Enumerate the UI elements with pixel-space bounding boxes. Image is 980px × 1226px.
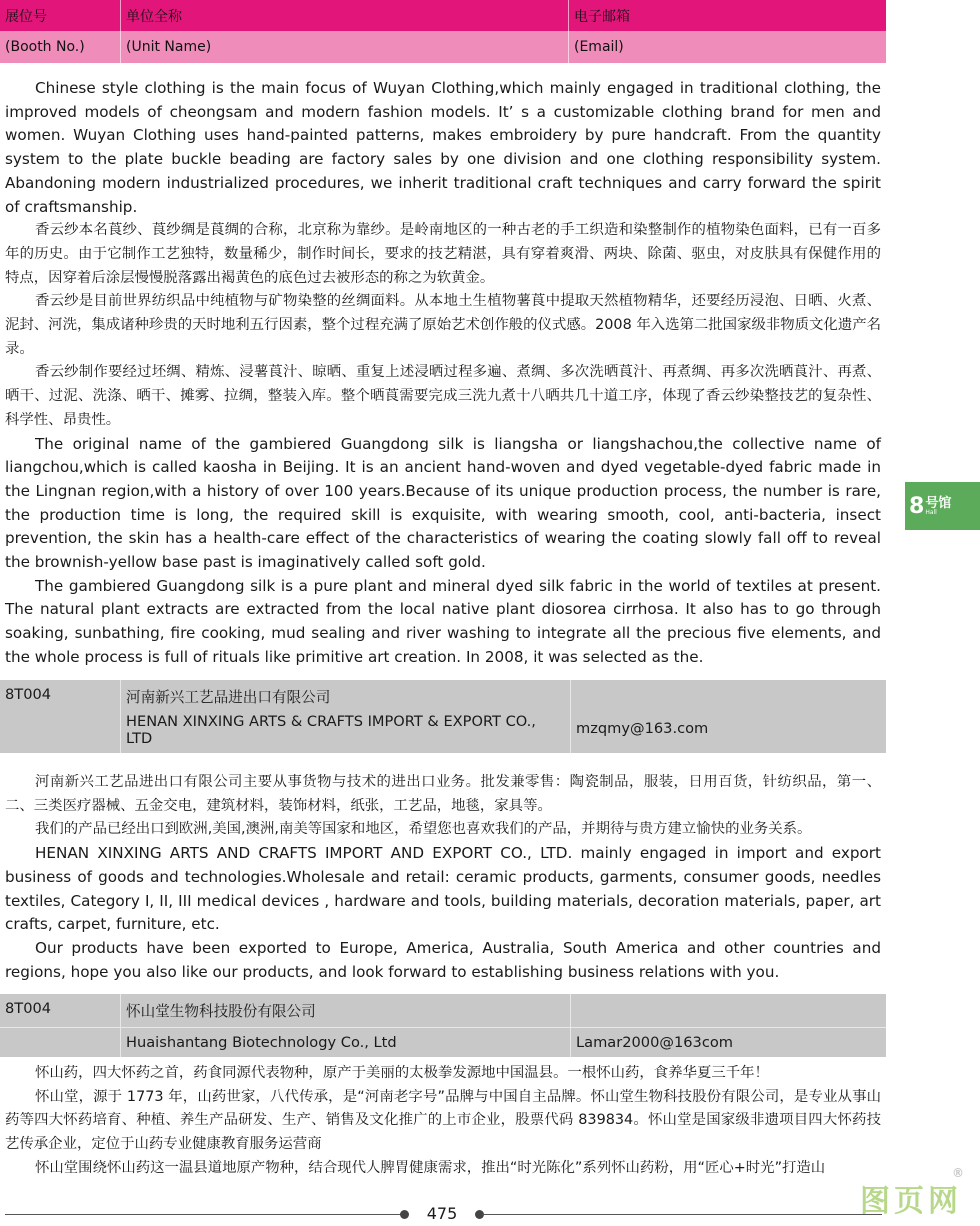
email: Lamar2000@163com bbox=[570, 1028, 886, 1057]
exhibitor-description bbox=[5, 771, 881, 984]
description-paragraph: 怀山药，四大怀药之首，药食同源代表物种，原产于美丽的太极拳发源地中国温县。一根怀山药，食养华夏三千年！ bbox=[35, 1065, 769, 1081]
description-paragraph: 怀山堂围绕怀山药这一温县道地原产物种，结合现代人脾胃健康需求，推出“时光陈化”系列怀山药粉，用“匠心+时光”打造山 bbox=[35, 1159, 826, 1176]
booth-number: 8T004 bbox=[5, 686, 52, 703]
header-booth-en: (Booth No.) bbox=[5, 39, 85, 55]
footer-dot bbox=[400, 1210, 409, 1219]
header-unit-en: (Unit Name) bbox=[120, 31, 568, 63]
page-number: 475 bbox=[426, 1204, 458, 1223]
header-email-cn: 电子邮箱 bbox=[568, 0, 886, 31]
description-paragraph: HENAN XINXING ARTS AND CRAFTS IMPORT AND EXPORT CO., LTD. mainly engaged in import and export business of goods and technologies.Wholesale and retail: ceramic products, garments, consumer goods, needles textiles, Category I, II, III medical devices , hardware and tools, building materials, decoration materials, paper, art crafts, carpet, furniture, etc. bbox=[5, 844, 881, 934]
intro-paragraph: 香云纱本名莨纱、莨纱绸是莨绸的合称，北京称为靠纱。是岭南地区的一种古老的手工织造和染整制作的植物染色面料，已有一百多年的历史。由于它制作工艺独特，数量稀少，制作时间长，要求的技艺精湛，具有穿着爽滑、两块、除菌、驱虫，对皮肤具有保健作用的特点，因穿着后涂层慢慢脱落露出褐黄色的底色过去被形态的称之为软黄金。 bbox=[5, 222, 881, 286]
intro-paragraph: The gambiered Guangdong silk is a pure plant and mineral dyed silk fabric in the world of textiles at present. The natural plant extracts are extracted from the local native plant diosorea cirrhosa. It also has to go through soaking, sunbathing, fire cooking, mud sealing and river washing to integrate all the precious five elements, and the whole process is full of rituals like primitive art creation. In 2008, it was selected as the. bbox=[5, 576, 881, 666]
intro-paragraph: The original name of the gambiered Guangdong silk is liangsha or liangshachou,the collective name of liangchou,which is called kaosha in Beijing. It is an ancient hand-woven and dyed vegetable-dyed fabric made in the Lingnan region,with a history of over 100 years.Because of its unique production process, the number is rare, the production time is long, the required skill is exquisite, with wearing smooth, cool, anti-bacteria, insect prevention, the skin has a health-care effect of the characteristics of wearing the coating slowly fall off to reveal the brownish-yellow base past is imaginatively called soft gold. bbox=[5, 434, 881, 572]
unit-name-en: Huaishantang Biotechnology Co., Ltd bbox=[120, 1028, 570, 1057]
header-booth-cn: 展位号 bbox=[5, 8, 47, 25]
exhibitor-row bbox=[0, 994, 886, 1057]
header-unit-cn: 单位全称 bbox=[120, 0, 568, 31]
intro-paragraph: 香云纱是目前世界纺织品中纯植物与矿物染整的丝绸面料。从本地土生植物薯莨中提取天然植物精华，还要经历浸泡、日晒、火煮、泥封、河洗，集成诸种珍贵的天时地利五行因素，整个过程充满了原始艺术创作般的仪式感。2008 年入选第二批国家级非物质文化遗产名录。 bbox=[5, 293, 881, 357]
exhibitor-row bbox=[0, 680, 886, 753]
unit-name-en: HENAN XINXING ARTS & CRAFTS IMPORT & EXPORT CO., LTD bbox=[126, 713, 536, 747]
footer-rule bbox=[5, 1214, 405, 1215]
footer-rule bbox=[482, 1214, 882, 1215]
intro-section bbox=[5, 77, 881, 670]
description-paragraph: Our products have been exported to Europe, America, Australia, South America and other countries and regions, hope you also like our products, and look forward to establishing business relations with you. bbox=[5, 938, 881, 981]
hall-sublabel: Hall bbox=[925, 508, 937, 516]
intro-paragraph: Chinese style clothing is the main focus of Wuyan Clothing,which mainly engaged in traditional clothing, the improved models of cheongsam and modern fashion models. It’ s a customizable clothing brand for men and women. Wuyan Clothing uses hand-painted patterns, makes embroidery by pure handcraft. From the quantity system to the plate buckle beading are factory sales by one division and one clothing responsibility system. Abandoning modern industrialized procedures, we inherit traditional craft techniques and carry forward the spirit of craftsmanship. bbox=[5, 79, 881, 216]
email: mzqmy@163.com bbox=[570, 680, 886, 753]
description-paragraph: 我们的产品已经出口到欧洲,美国,澳洲,南美等国家和地区，希望您也喜欢我们的产品，并期待与贵方建立愉快的业务关系。 bbox=[35, 821, 812, 838]
exhibitor-description bbox=[5, 1062, 881, 1181]
booth-number: 8T004 bbox=[5, 1000, 52, 1017]
hall-number: 8 bbox=[909, 493, 925, 519]
header-email-en: (Email) bbox=[568, 31, 886, 63]
description-paragraph: 怀山堂，源于 1773 年，山药世家，八代传承，是“河南老字号”品牌与中国自主品牌。怀山堂生物科技股份有限公司，是专业从事山药等四大怀药培育、种植、养生产品研发、生产、销售及文化推广的上市企业，股票代码 839834。怀山堂是国家级非遗项目四大怀药技艺传承企业，定位于山药专业健康教育服务运营商 bbox=[5, 1088, 881, 1153]
header-row-chinese bbox=[0, 0, 886, 31]
unit-name-cn: 怀山堂生物科技股份有限公司 bbox=[120, 994, 570, 1027]
table-header bbox=[0, 0, 886, 63]
hall-tab bbox=[905, 482, 980, 530]
unit-name-cn: 河南新兴工艺品进出口有限公司 bbox=[126, 689, 331, 706]
hall-label: 号馆 bbox=[925, 495, 952, 511]
watermark: 图页网 ® bbox=[860, 1166, 968, 1219]
header-row-english bbox=[0, 31, 886, 63]
intro-paragraph: 香云纱制作要经过坯绸、精炼、浸薯莨汁、晾晒、重复上述浸晒过程多遍、煮绸、多次洗晒莨汁、再煮绸、再多次洗晒莨汁、再煮、晒干、过泥、洗涤、晒干、摊雾、拉绸，整装入库。整个晒莨需要完成三洗九煮十八晒共几十道工序，体现了香云纱染整技艺的复杂性、科学性、昂贵性。 bbox=[5, 364, 881, 428]
description-paragraph: 河南新兴工艺品进出口有限公司主要从事货物与技术的进出口业务。批发兼零售：陶瓷制品，服装，日用百货，针纺织品，第一、二、三类医疗器械、五金交电，建筑材料，装饰材料，纸张，工艺品，地毯，家具等。 bbox=[5, 774, 881, 814]
